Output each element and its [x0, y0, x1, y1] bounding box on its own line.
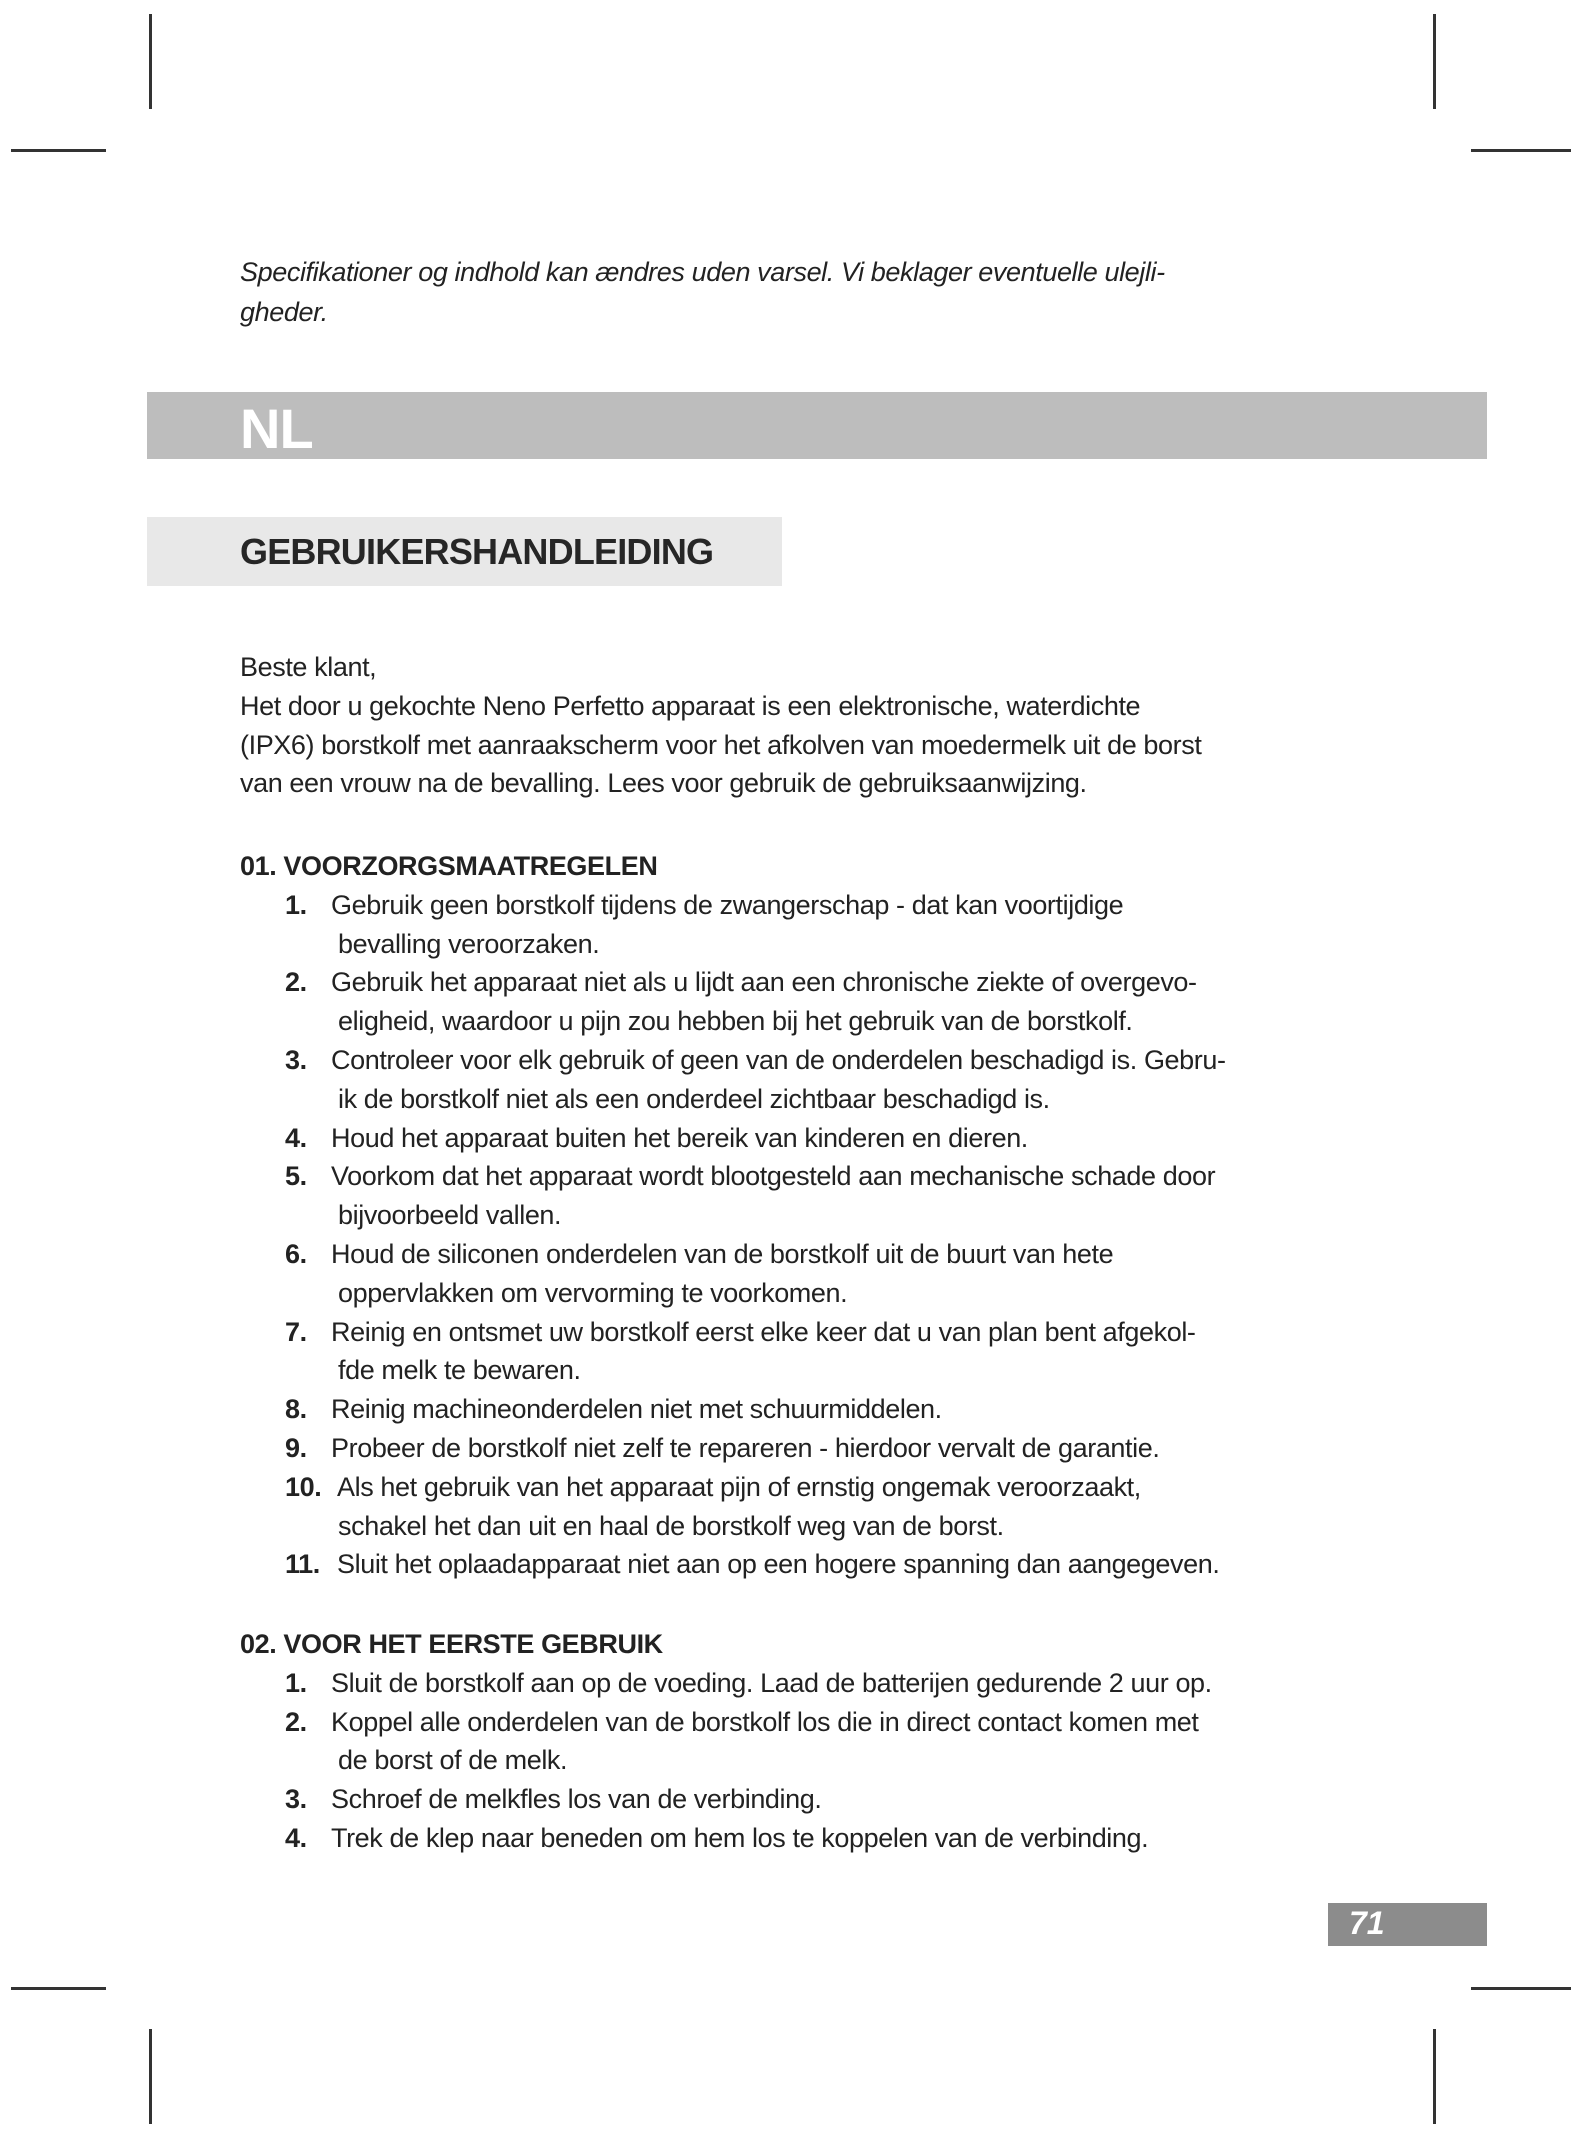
item-number: 2.	[285, 967, 307, 998]
list-item	[240, 1780, 1212, 1819]
list-item	[240, 963, 1226, 1041]
list-item	[240, 1313, 1226, 1391]
item-text-line: eligheid, waardoor u pijn zou hebben bij het gebruik van de borstkolf.	[338, 1006, 1133, 1037]
item-number: 3.	[285, 1044, 307, 1075]
manual-title: GEBRUIKERSHANDLEIDING	[240, 531, 714, 572]
crop-mark	[149, 2029, 152, 2124]
item-text-line: de borst of de melk.	[338, 1745, 568, 1776]
item-number: 5.	[285, 1161, 307, 1192]
page-number-box	[1328, 1903, 1487, 1946]
item-text-line: bevalling veroorzaken.	[338, 928, 600, 959]
item-number: 3.	[285, 1784, 307, 1815]
item-number: 2.	[285, 1706, 307, 1737]
list-item	[240, 1664, 1212, 1703]
section-heading: 01. VOORZORGSMAATREGELEN	[240, 851, 658, 881]
item-number: 8.	[285, 1394, 307, 1425]
item-text-line: Controleer voor elk gebruik of geen van de onderdelen beschadigd is. Gebru-	[331, 1044, 1226, 1075]
item-text-line: Sluit het oplaadapparaat niet aan op een hogere spanning dan aangegeven.	[337, 1549, 1220, 1580]
list-item	[240, 1041, 1226, 1119]
list-item	[240, 1703, 1212, 1781]
list-item	[240, 1157, 1226, 1235]
crop-mark	[1471, 149, 1571, 152]
item-number: 4.	[285, 1122, 307, 1153]
item-text-line: Voorkom dat het apparaat wordt blootgesteld aan mechanische schade door	[331, 1161, 1216, 1192]
item-text-line: Reinig en ontsmet uw borstkolf eerst elke keer dat u van plan bent afgekol-	[331, 1316, 1196, 1347]
item-text-line: Als het gebruik van het apparaat pijn of ernstig ongemak veroorzaakt,	[337, 1471, 1141, 1502]
item-text-line: Gebruik het apparaat niet als u lijdt aan een chronische ziekte of overgevo-	[331, 967, 1197, 998]
item-text-line: bijvoorbeeld vallen.	[338, 1200, 562, 1231]
item-number: 4.	[285, 1822, 307, 1853]
list-item	[240, 1235, 1226, 1313]
item-text-line: Trek de klep naar beneden om hem los te koppelen van de verbinding.	[331, 1822, 1149, 1853]
item-text-line: Gebruik geen borstkolf tijdens de zwangerschap - dat kan voortijdige	[331, 889, 1124, 920]
disclaimer-line: gheder.	[240, 297, 328, 327]
section-first-use	[240, 1625, 1212, 1858]
item-number: 11.	[285, 1549, 320, 1580]
disclaimer-line: Specifikationer og indhold kan ændres uden varsel. Vi beklager eventuelle ulejli-	[240, 257, 1165, 287]
section-heading: 02. VOOR HET EERSTE GEBRUIK	[240, 1629, 663, 1659]
item-number: 1.	[285, 889, 307, 920]
manual-title-box	[147, 517, 782, 586]
precautions-list	[240, 886, 1226, 1584]
item-text-line: oppervlakken om vervorming te voorkomen.	[338, 1277, 848, 1308]
list-item	[240, 886, 1226, 964]
item-number: 10.	[285, 1471, 322, 1502]
item-number: 7.	[285, 1316, 307, 1347]
item-text-line: Houd de siliconen onderdelen van de borstkolf uit de buurt van hete	[331, 1238, 1114, 1269]
intro-line: van een vrouw na de bevalling. Lees voor gebruik de gebruiksaanwijzing.	[240, 768, 1087, 799]
item-text-line: schakel het dan uit en haal de borstkolf weg van de borst.	[338, 1510, 1004, 1541]
item-text-line: Houd het apparaat buiten het bereik van kinderen en dieren.	[331, 1122, 1028, 1153]
intro-line: Het door u gekochte Neno Perfetto apparaat is een elektronische, waterdichte	[240, 690, 1141, 721]
list-item	[240, 1119, 1226, 1158]
language-banner	[147, 392, 1487, 459]
list-item	[240, 1545, 1226, 1584]
item-text-line: Koppel alle onderdelen van de borstkolf los die in direct contact komen met	[331, 1706, 1199, 1737]
list-item	[240, 1819, 1212, 1858]
item-text-line: Reinig machineonderdelen niet met schuurmiddelen.	[331, 1394, 942, 1425]
list-item	[240, 1468, 1226, 1546]
section-precautions	[240, 847, 1226, 1584]
page-number: 71	[1349, 1905, 1385, 1941]
crop-mark	[11, 1987, 106, 1990]
intro-line: Beste klant,	[240, 652, 377, 682]
intro-line: (IPX6) borstkolf met aanraakscherm voor het afkolven van moedermelk uit de borst	[240, 729, 1202, 760]
disclaimer	[240, 252, 1165, 332]
list-item	[240, 1429, 1226, 1468]
crop-mark	[11, 149, 106, 152]
item-text-line: Schroef de melkfles los van de verbinding.	[331, 1784, 822, 1815]
list-item	[240, 1390, 1226, 1429]
crop-mark	[149, 14, 152, 109]
item-text-line: Probeer de borstkolf niet zelf te repareren - hierdoor vervalt de garantie.	[331, 1432, 1160, 1463]
item-number: 6.	[285, 1238, 307, 1269]
item-number: 9.	[285, 1432, 307, 1463]
first-use-list	[240, 1664, 1212, 1858]
crop-mark	[1433, 2029, 1436, 2124]
item-number: 1.	[285, 1667, 307, 1698]
item-text-line: fde melk te bewaren.	[338, 1355, 581, 1386]
item-text-line: Sluit de borstkolf aan op de voeding. Laad de batterijen gedurende 2 uur op.	[331, 1667, 1212, 1698]
item-text-line: ik de borstkolf niet als een onderdeel zichtbaar beschadigd is.	[338, 1083, 1050, 1114]
crop-mark	[1433, 14, 1436, 109]
language-code: NL	[240, 397, 313, 460]
crop-mark	[1471, 1987, 1571, 1990]
intro-paragraph	[240, 648, 1201, 803]
